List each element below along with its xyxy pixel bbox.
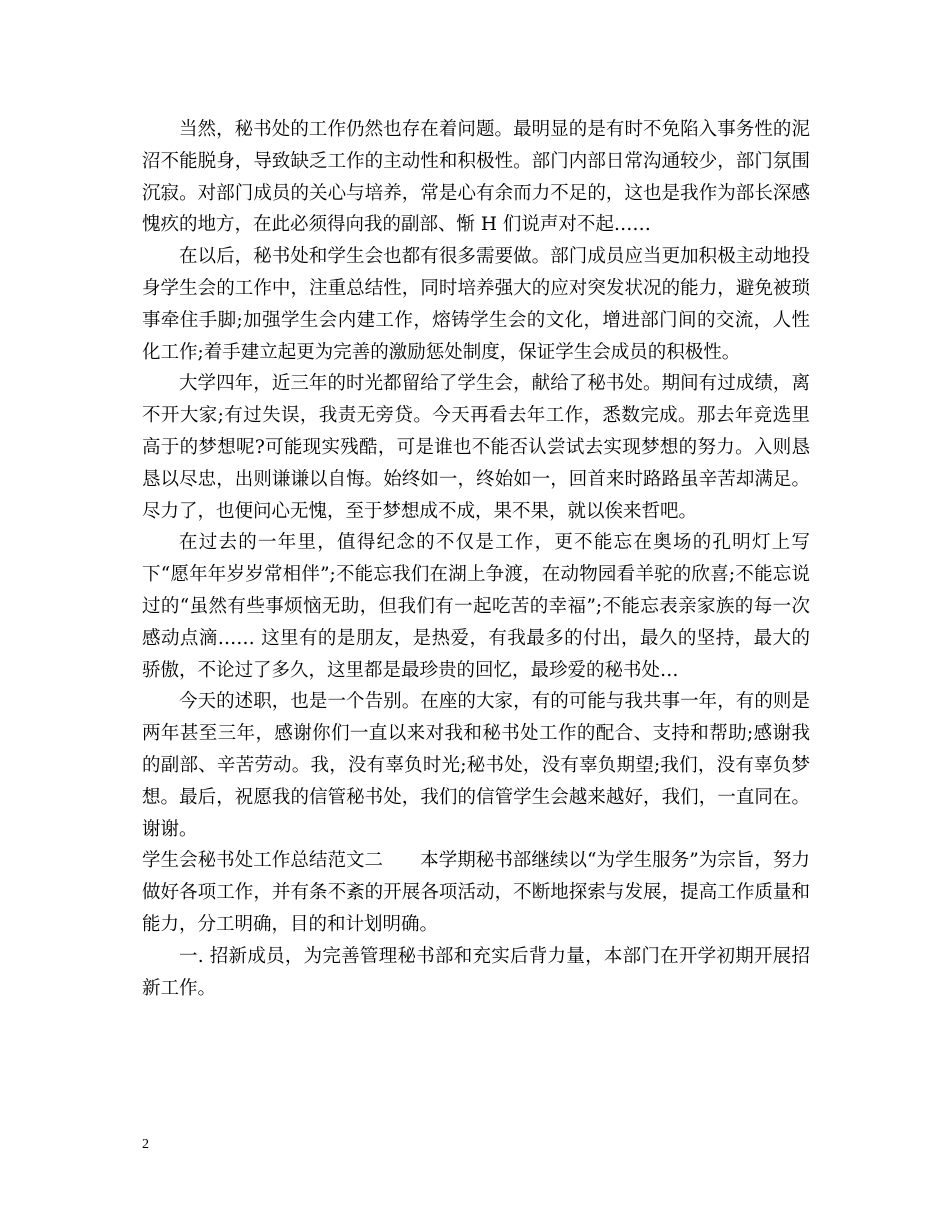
paragraph-2: 在以后，秘书处和学生会也都有很多需要做。部门成员应当更加积极主动地投身学生会的工作中，注重总结性，同时培养强大的应对突发状况的能力，避免被琐事牵住手脚;加强学生会内建工作，熔铸学生会的文化，增进部门间的交流，人性化工作;着手建立起更为完善的激励惩处制度，保证学生会成员的积极性。 [142,246,810,363]
document-body [142,114,810,1004]
paragraph-1: 当然，秘书处的工作仍然也存在着问题。最明显的是有时不免陷入事务性的泥沼不能脱身，导致缺乏工作的主动性和积极性。部门内部日常沟通较少，部门氛围沉寂。对部门成员的关心与培养，常是心有余而力不足的，这也是我作为部长深感愧疚的地方，在此必须得向我的副部、惭 H 们说声对不起…… [142,119,810,236]
paragraph-7: 一. 招新成员，为完善管理秘书部和充实后背力量，本部门在开学初期开展招新工作。 [142,945,810,999]
page-number: 2 [142,1137,149,1152]
paragraph-6-heading-line: 学生会秘书处工作总结范文二 本学期秘书部继续以“为学生服务”为宗旨，努力做好各项工作，并有条不紊的开展各项活动，不断地探索与发展，提高工作质量和能力，分工明确，目的和计划明确。 [142,850,810,935]
paragraph-5: 今天的述职，也是一个告别。在座的大家，有的可能与我共事一年，有的则是两年甚至三年，感谢你们一直以来对我和秘书处工作的配合、支持和帮助;感谢我的副部、辛苦劳动。我，没有辜负时光;秘书处，没有辜负期望;我们，没有辜负梦想。最后，祝愿我的信管秘书处，我们的信管学生会越来越好，我们，一直同在。谢谢。 [142,691,810,840]
paragraph-3: 大学四年，近三年的时光都留给了学生会，献给了秘书处。期间有过成绩，离不开大家;有过失误，我责无旁贷。今天再看去年工作，悉数完成。那去年竞选里高于的梦想呢?可能现实残酷，可是谁也不能否认尝试去实现梦想的努力。入则恳恳以尽忠，出则谦谦以自悔。始终如一，终始如一，回首来时路路虽辛苦却满足。尽力了，也便问心无愧，至于梦想成不成，果不果，就以俟来哲吧。 [142,373,810,522]
paragraph-4: 在过去的一年里，值得纪念的不仅是工作，更不能忘在奥场的孔明灯上写下“愿年年岁岁常相伴”;不能忘我们在湖上争渡，在动物园看羊驼的欣喜;不能忘说过的“虽然有些事烦恼无助，但我们有一起吃苦的幸福”;不能忘表亲家族的每一次感动点滴…… 这里有的是朋友，是热爱，有我最多的付出，最久的坚持，最大的骄傲，不论过了多久，这里都是最珍贵的回忆，最珍爱的秘书处… [142,532,810,681]
